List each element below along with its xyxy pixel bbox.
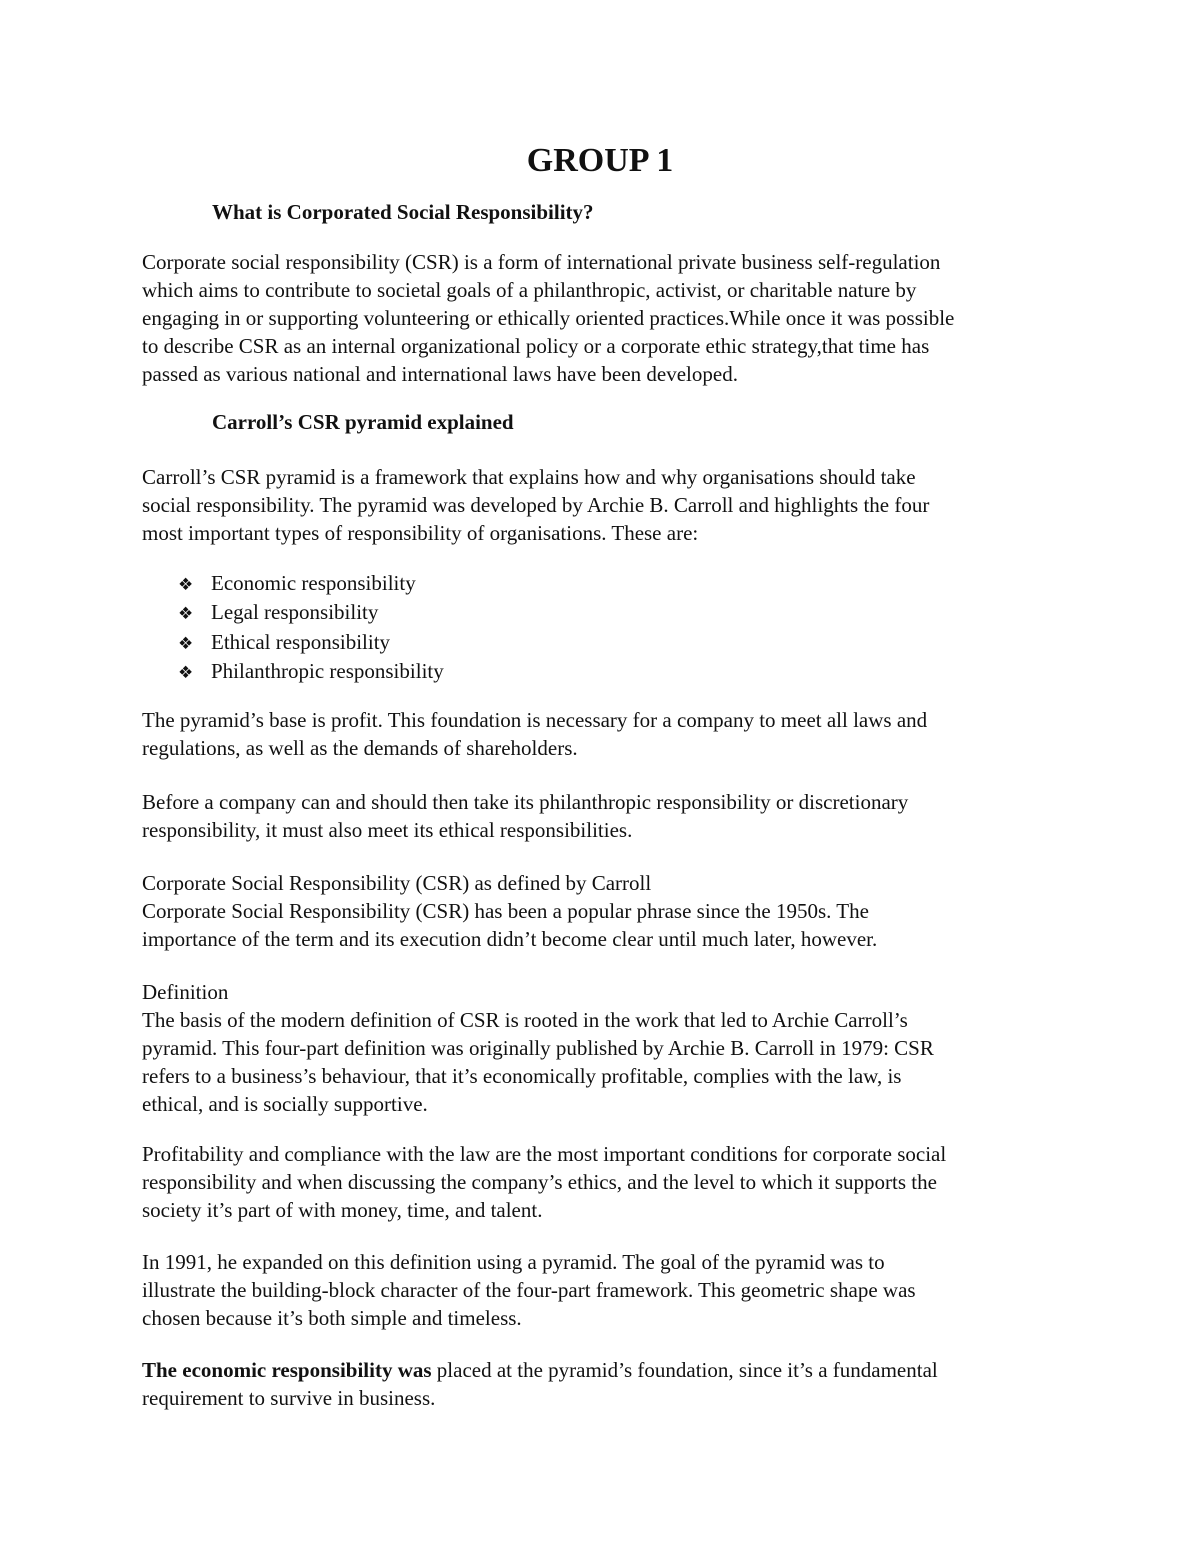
text-line: Corporate Social Responsibility (CSR) as defined by Carroll xyxy=(142,871,652,895)
heading-what-is-csr: What is Corporated Social Responsibility? xyxy=(212,200,594,224)
text-line: chosen because it’s both simple and timeless. xyxy=(142,1306,522,1330)
text-line: refers to a business’s behaviour, that it’s economically profitable, complies with the law, is xyxy=(142,1064,902,1088)
text-line: society it’s part of with money, time, and talent. xyxy=(142,1198,543,1222)
text-line: The pyramid’s base is profit. This foundation is necessary for a company to meet all laws and xyxy=(142,708,928,732)
ethical-paragraph xyxy=(142,788,1072,844)
text-line: ethical, and is socially supportive. xyxy=(142,1092,428,1116)
pyramid-intro-paragraph xyxy=(142,463,1072,547)
list-item-label: Economic responsibility xyxy=(211,571,416,595)
text-line: to describe CSR as an internal organizational policy or a corporate ethic strategy,that time has xyxy=(142,334,930,358)
text-line: which aims to contribute to societal goals of a philanthropic, activist, or charitable nature by xyxy=(142,278,917,302)
text-line: passed as various national and international laws have been developed. xyxy=(142,362,738,386)
diamond-bullet-icon: ❖ xyxy=(178,575,194,595)
text-line: Corporate social responsibility (CSR) is a form of international private business self-regulation xyxy=(142,250,941,274)
text-line: Before a company can and should then take its philanthropic responsibility or discretionary xyxy=(142,790,909,814)
list-item xyxy=(178,658,444,687)
text-line: social responsibility. The pyramid was developed by Archie B. Carroll and highlights the four xyxy=(142,493,930,517)
bold-lead-text: The economic responsibility was xyxy=(142,1358,432,1382)
expanded-definition-paragraph xyxy=(142,1248,1072,1332)
text-line: In 1991, he expanded on this definition using a pyramid. The goal of the pyramid was to xyxy=(142,1250,885,1274)
responsibility-list xyxy=(178,570,444,687)
profitability-paragraph xyxy=(142,1140,1072,1224)
text-line: importance of the term and its execution didn’t become clear until much later, however. xyxy=(142,927,878,951)
text-line: regulations, as well as the demands of shareholders. xyxy=(142,736,578,760)
list-item-label: Legal responsibility xyxy=(211,600,379,625)
list-item xyxy=(178,629,444,658)
text-line: responsibility, it must also meet its ethical responsibilities. xyxy=(142,818,633,842)
text-line: requirement to survive in business. xyxy=(142,1386,436,1410)
economic-responsibility-paragraph xyxy=(142,1356,1072,1412)
list-item xyxy=(178,570,444,599)
page-title: GROUP 1 xyxy=(526,142,674,179)
text-line: most important types of responsibility of organisations. These are: xyxy=(142,521,699,545)
text-line: Profitability and compliance with the law are the most important conditions for corporate social xyxy=(142,1142,947,1166)
text-line: Corporate Social Responsibility (CSR) has been a popular phrase since the 1950s. The xyxy=(142,899,869,923)
intro-paragraph xyxy=(142,248,1072,388)
text-line: illustrate the building-block character of the four-part framework. This geometric shape was xyxy=(142,1278,916,1302)
text-line: Carroll’s CSR pyramid is a framework that explains how and why organisations should take xyxy=(142,465,916,489)
text-line: responsibility and when discussing the company’s ethics, and the level to which it supports the xyxy=(142,1170,937,1194)
definition-paragraph xyxy=(142,978,1072,1118)
text-line xyxy=(142,1356,1072,1384)
diamond-bullet-icon: ❖ xyxy=(178,604,194,625)
lead-continuation: placed at the pyramid’s foundation, since it’s a fundamental xyxy=(431,1358,938,1382)
pyramid-base-paragraph xyxy=(142,706,1072,762)
text-line: pyramid. This four-part definition was originally published by Archie B. Carroll in 1979: CSR xyxy=(142,1036,934,1060)
defined-by-carroll-paragraph xyxy=(142,869,1072,953)
diamond-bullet-icon: ❖ xyxy=(178,633,194,654)
list-item-label: Ethical responsibility xyxy=(211,629,391,654)
diamond-bullet-icon: ❖ xyxy=(178,662,194,683)
text-line: engaging in or supporting volunteering or ethically oriented practices.While once it was possible xyxy=(142,306,955,330)
text-line: The basis of the modern definition of CSR is rooted in the work that led to Archie Carroll’s xyxy=(142,1008,908,1032)
text-line: Definition xyxy=(142,980,229,1004)
heading-carroll-pyramid: Carroll’s CSR pyramid explained xyxy=(212,410,514,434)
list-item xyxy=(178,599,444,628)
list-item-label: Philanthropic responsibility xyxy=(211,658,444,683)
